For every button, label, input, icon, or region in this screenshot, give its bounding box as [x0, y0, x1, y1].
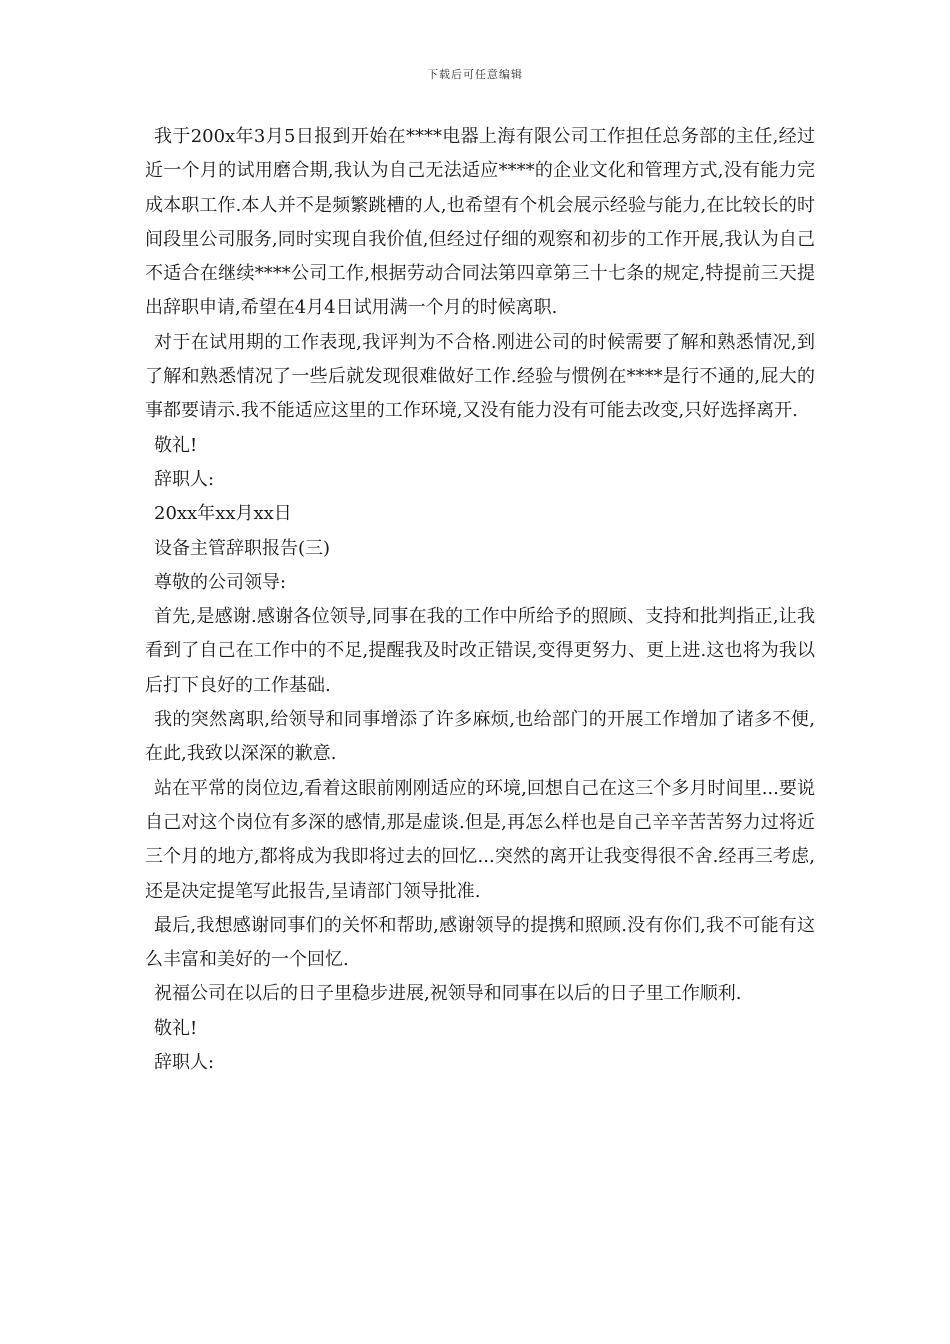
header-note: 下载后可任意编辑: [427, 68, 523, 81]
paragraph-gratitude: 最后,我想感谢同事们的关怀和帮助,感谢领导的提携和照顾.没有你们,我不可能有这么丰富和美好的一个回忆.: [145, 914, 815, 971]
document-body: [145, 120, 815, 1080]
paragraph-wishes: 祝福公司在以后的日子里稳步进展,祝领导和同事在以后的日子里工作顺利.: [154, 983, 742, 1005]
paragraph-apology: 我的突然离职,给领导和同事增添了许多麻烦,也给部门的开展工作增加了诸多不便,在此,我致以深深的歉意.: [145, 709, 815, 765]
salutation: 尊敬的公司领导:: [154, 571, 287, 593]
section-title: 设备主管辞职报告(三): [154, 537, 331, 559]
paragraph-performance: 对于在试用期的工作表现,我评判为不合格.刚进公司的时候需要了解和熟悉情况,到了解和熟悉情况了一些后就发现很难做好工作.经验与惯例在****是行不通的,屁大的事都要请示.我不能适应这里的工作环境,又没有能力没有可能去改变,只好选择离开.: [145, 331, 815, 422]
paragraph-reflection: 站在平常的岗位边,看着这眼前刚刚适应的环境,回想自己在这三个多月时间里...要说自己对这个岗位有多深的感情,那是虚谈.但是,再怎么样也是自己辛辛苦苦努力过将近三个月的地方,都将成为我即将过去的回忆...突然的离开让我变得很不舍.经再三考虑,还是决定提笔写此报告,呈请部门领导批准.: [145, 777, 815, 902]
closing-salute: 敬礼!: [154, 434, 198, 456]
date-line: 20xx年xx月xx日: [154, 503, 292, 525]
signature-label-2: 辞职人:: [154, 1052, 215, 1074]
paragraph-intro: 我于200x年3月5日报到开始在****电器上海有限公司工作担任总务部的主任,经过近一个月的试用磨合期,我认为自己无法适应****的企业文化和管理方式,没有能力完成本职工作.本人并不是频繁跳槽的人,也希望有个机会展示经验与能力,在比较长的时间段里公司服务,同时实现自我价值,但经过仔细的观察和初步的工作开展,我认为自己不适合在继续****公司工作,根据劳动合同法第四章第三十七条的规定,特提前三天提出辞职申请,希望在4月4日试用满一个月的时候离职.: [145, 126, 815, 319]
closing-salute-2: 敬礼!: [154, 1017, 198, 1039]
paragraph-thanks: 首先,是感谢.感谢各位领导,同事在我的工作中所给予的照顾、支持和批判指正,让我看到了自己在工作中的不足,提醒我及时改正错误,变得更努力、更上进.这也将为我以后打下良好的工作基础.: [145, 606, 815, 696]
signature-label: 辞职人:: [154, 468, 215, 490]
